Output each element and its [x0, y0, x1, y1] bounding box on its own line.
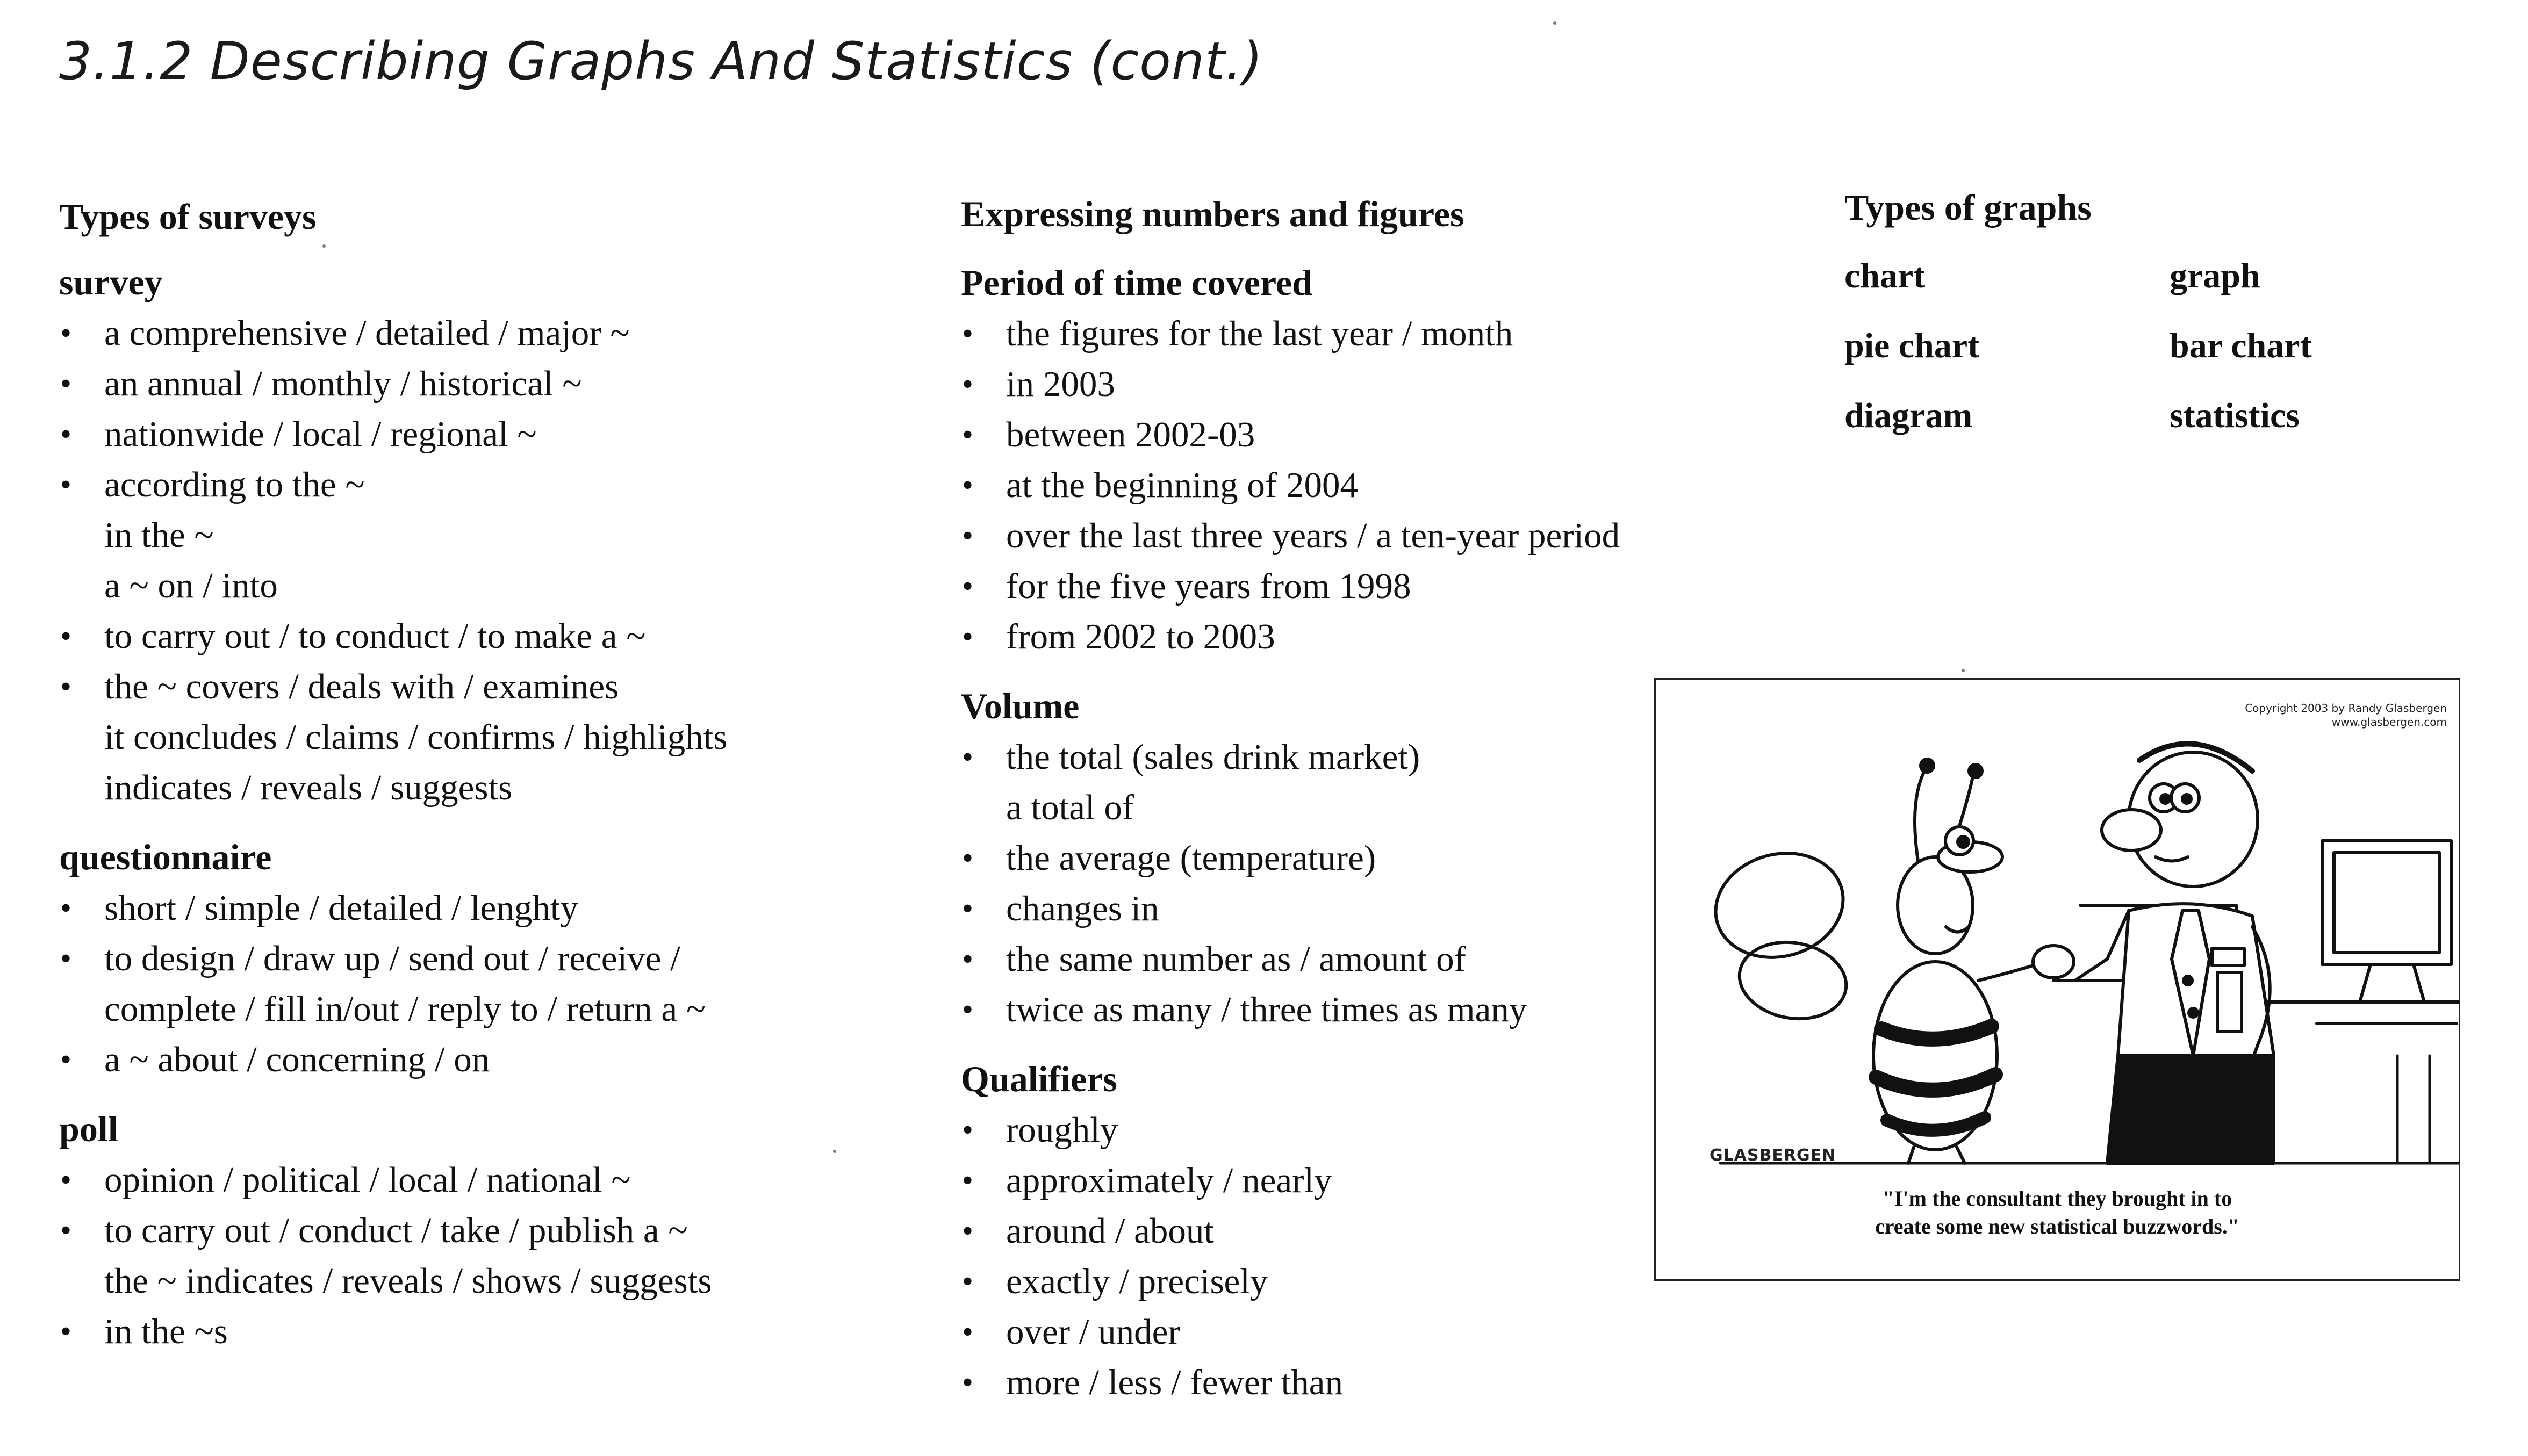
- bullet-item: • to carry out / to conduct / to make a ~: [59, 611, 897, 661]
- bullet-item: • between 2002-03: [961, 409, 1767, 460]
- bullet-item: • more / less / fewer than: [961, 1357, 1767, 1408]
- bullet-item: • roughly: [961, 1105, 1767, 1155]
- poll-subheading: poll: [59, 1108, 118, 1149]
- bullet-item: • around / about: [961, 1206, 1767, 1256]
- bullet-item: • a comprehensive / detailed / major ~: [59, 308, 897, 358]
- bullet-item: • approximately / nearly: [961, 1155, 1767, 1206]
- continuation-line: complete / fill in/out / reply to / return a ~: [104, 989, 706, 1029]
- continuation-line: in the ~: [104, 515, 214, 555]
- questionnaire-subheading: questionnaire: [59, 837, 272, 877]
- qualifiers-list: [961, 1105, 1767, 1408]
- volume-list: [961, 732, 1767, 1035]
- bullet-item: • nationwide / local / regional ~: [59, 409, 897, 459]
- bullet-item: • in 2003: [961, 359, 1767, 409]
- bullet-item: • to carry out / conduct / take / publish a ~: [59, 1205, 897, 1256]
- expressing-numbers-heading: Expressing numbers and figures: [961, 193, 1464, 234]
- bullet-item: • according to the ~: [59, 459, 897, 510]
- bullet-item: • at the beginning of 2004: [961, 460, 1767, 510]
- caption-line: "I'm the consultant they brought in to: [1882, 1186, 2232, 1210]
- bullet-item: • exactly / precisely: [961, 1256, 1767, 1307]
- bullet-item: • the average (temperature): [961, 833, 1767, 883]
- continuation-line: a ~ on / into: [104, 566, 278, 606]
- graph-type: chart: [1844, 256, 1926, 295]
- types-of-graphs-heading: Types of graphs: [1844, 187, 2092, 228]
- copyright-url: www.glasbergen.com: [2331, 716, 2447, 729]
- graph-type: statistics: [2170, 396, 2300, 435]
- page-title: 3.1.2 Describing Graphs And Statistics (cont.): [59, 31, 1263, 91]
- bullet-item: • opinion / political / local / national ~: [59, 1155, 897, 1205]
- types-of-surveys-heading: Types of surveys: [59, 196, 317, 237]
- expressing-numbers-column: [961, 188, 1767, 1408]
- bullet-item: • short / simple / detailed / lenghty: [59, 883, 897, 933]
- bullet-item: • the ~ covers / deals with / examines: [59, 661, 897, 712]
- bullet-item: • from 2002 to 2003: [961, 611, 1767, 662]
- continuation-line: it concludes / claims / confirms / highlights: [104, 717, 728, 757]
- bullet-item: • over the last three years / a ten-year period: [961, 510, 1767, 561]
- bullet-item: • the same number as / amount of: [961, 934, 1767, 984]
- period-subheading: Period of time covered: [961, 262, 1312, 303]
- graph-type: graph: [2170, 256, 2260, 295]
- graph-type: bar chart: [2170, 326, 2312, 365]
- bullet-item: • an annual / monthly / historical ~: [59, 358, 897, 409]
- bullet-item: • to design / draw up / send out / receive /: [59, 933, 897, 984]
- scan-speck: [322, 244, 326, 248]
- bullet-item: • a ~ about / concerning / on: [59, 1034, 897, 1085]
- graph-type: diagram: [1844, 396, 1973, 435]
- poll-list: [59, 1155, 897, 1357]
- scan-speck: [1553, 21, 1556, 25]
- scan-speck: [1962, 669, 1965, 672]
- qualifiers-subheading: Qualifiers: [961, 1058, 1117, 1099]
- bullet-item: • changes in: [961, 883, 1767, 934]
- bullet-item: • in the ~s: [59, 1306, 897, 1357]
- graph-type: pie chart: [1844, 326, 1980, 365]
- continuation-line: indicates / reveals / suggests: [104, 768, 513, 808]
- bullet-item: • twice as many / three times as many: [961, 984, 1767, 1035]
- graph-types-grid: [1844, 250, 2462, 442]
- types-of-graphs-column: [1844, 182, 2462, 442]
- cartoon-caption: [1656, 1185, 2459, 1241]
- continuation-line: the ~ indicates / reveals / shows / suggests: [104, 1261, 712, 1301]
- scan-speck: [833, 1150, 836, 1153]
- bullet-item: • over / under: [961, 1307, 1767, 1357]
- caption-line: create some new statistical buzzwords.": [1875, 1214, 2239, 1238]
- volume-subheading: Volume: [961, 686, 1080, 726]
- bullet-item: • the total (sales drink market): [961, 732, 1767, 782]
- cartoon-illustration: [1654, 678, 2460, 1281]
- survey-list: [59, 308, 897, 813]
- survey-subheading: survey: [59, 262, 163, 302]
- copyright-line: Copyright 2003 by Randy Glasbergen: [2245, 702, 2447, 715]
- cartoon-signature: GLASBERGEN: [1710, 1146, 1836, 1165]
- bullet-item: • for the five years from 1998: [961, 561, 1767, 611]
- bullet-item: • the figures for the last year / month: [961, 308, 1767, 359]
- period-list: [961, 308, 1767, 662]
- questionnaire-list: [59, 883, 897, 1085]
- continuation-line: a total of: [1006, 788, 1134, 827]
- types-of-surveys-column: [59, 191, 897, 1357]
